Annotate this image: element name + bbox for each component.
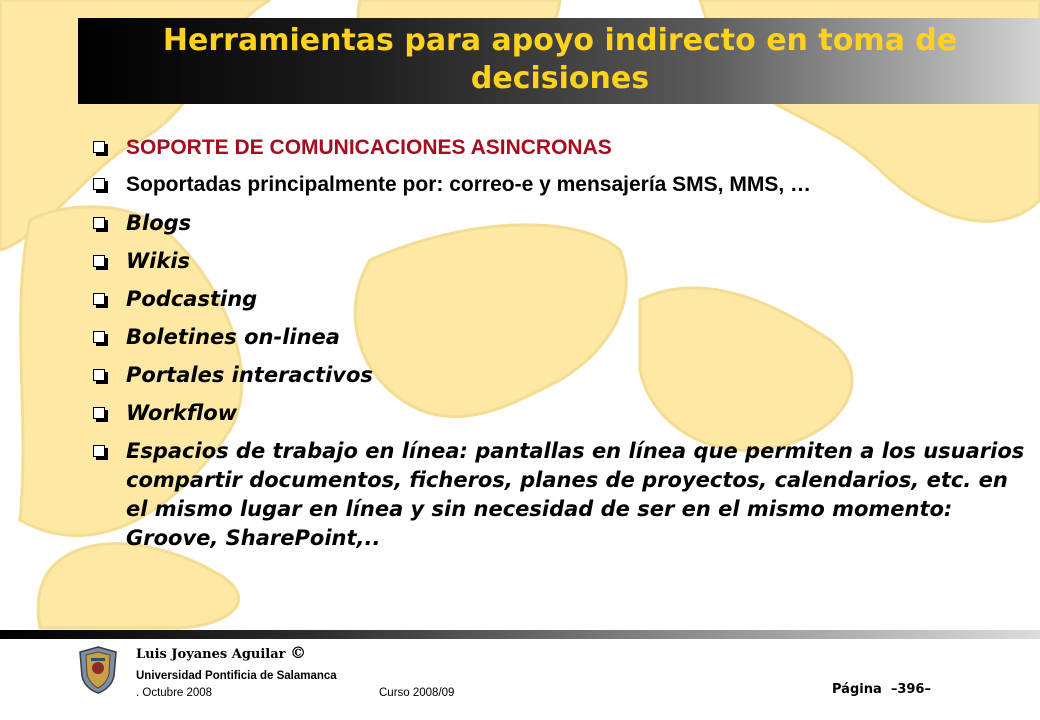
footer-author: Luis Joyanes Aguilar © — [136, 643, 307, 662]
yellow-blob-bottom-left — [38, 544, 238, 628]
square-box-bullet-icon — [93, 407, 105, 419]
footer-date: . Octubre 2008 — [136, 687, 213, 699]
page-number: Página –396– — [832, 682, 931, 697]
bullet-list — [90, 133, 1025, 553]
footer-course: Curso 2008/09 — [379, 687, 455, 699]
bullet-item: Wikis — [90, 247, 1025, 275]
square-box-bullet-icon — [93, 293, 105, 305]
bullet-item: Podcasting — [90, 285, 1025, 313]
square-box-bullet-icon — [93, 331, 105, 343]
footer-bar — [0, 630, 1040, 639]
bullet-item: Blogs — [90, 209, 1025, 237]
square-box-bullet-icon — [93, 445, 105, 457]
bullet-item: Workflow — [90, 399, 1025, 427]
slide-title: Herramientas para apoyo indirecto en toma de decisiones — [162, 23, 958, 96]
bullet-item: Soportadas principalmente por: correo-e y mensajería SMS, MMS, … — [90, 170, 1025, 199]
square-box-bullet-icon — [93, 255, 105, 267]
bullet-item: Portales interactivos — [90, 361, 1025, 389]
square-box-bullet-icon — [93, 369, 105, 381]
university-seal-icon — [78, 646, 118, 694]
bullet-item: Boletines on-linea — [90, 323, 1025, 351]
square-box-bullet-icon — [93, 178, 105, 190]
square-box-bullet-icon — [93, 141, 105, 153]
footer-university: Universidad Pontificia de Salamanca — [136, 670, 337, 682]
square-box-bullet-icon — [93, 217, 105, 229]
bullet-item: SOPORTE DE COMUNICACIONES ASINCRONAS — [90, 133, 1025, 162]
bullet-item: Espacios de trabajo en línea: pantallas en línea que permiten a los usuarios compartir documentos, ficheros, planes de proyectos, calendarios, etc. en el mismo lugar en línea y sin necesidad de ser en el mismo momento: Groove, SharePoint,.. — [90, 437, 1025, 553]
